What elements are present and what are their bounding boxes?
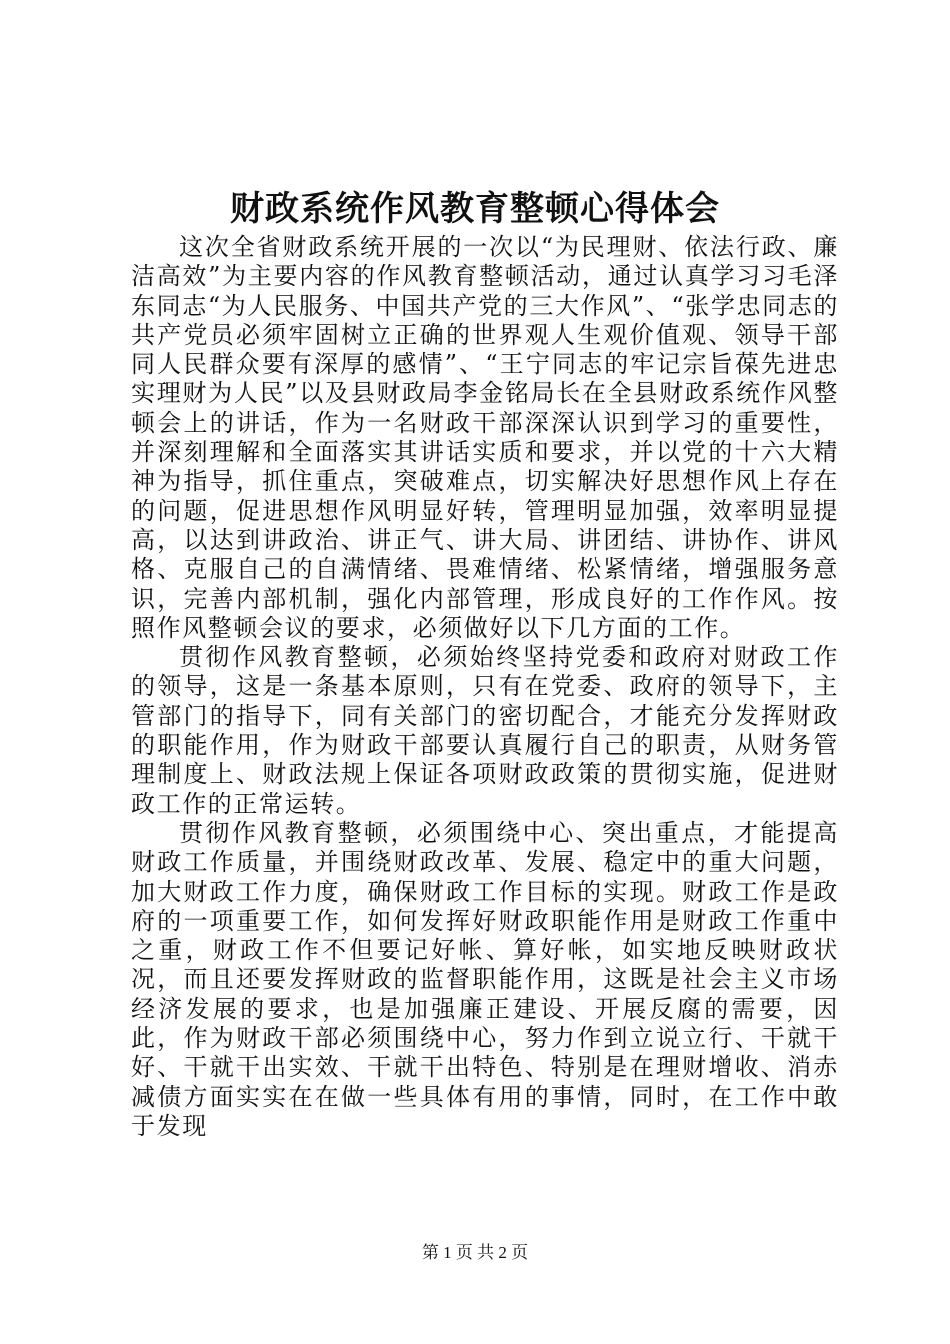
document-title: 财政系统作风教育整顿心得体会: [230, 189, 720, 229]
paragraph-3: 贯彻作风教育整顿，必须围绕中心、突出重点，才能提高财政工作质量，并围绕财政改革、发展、稳定中的重大问题，加大财政工作力度，确保财政工作目标的实现。财政工作是政府的一项重要工作，如何发挥好财政职能作用是财政工作重中之重，财政工作不但要记好帐、算好帐，如实地反映财政状况，而且还要发挥财政的监督职能作用，这既是社会主义市场经济发展的要求，也是加强廉正建设、开展反腐的需要，因此，作为财政干部必须围绕中心，努力作到立说立行、干就干好、干就干出实效、干就干出特色、特别是在理财增收、消赤减债方面实实在在做一些具体有用的事情，同时，在工作中敢于发现: [131, 818, 839, 1140]
paragraph-2: 贯彻作风教育整顿，必须始终坚持党委和政府对财政工作的领导，这是一条基本原则，只有在党委、政府的领导下，主管部门的指导下，同有关部门的密切配合，才能充分发挥财政的职能作用，作为财政干部要认真履行自己的职责，从财务管理制度上、财政法规上保证各项财政政策的贯彻实施，促进财政工作的正常运转。: [131, 643, 839, 818]
paragraph-1: 这次全省财政系统开展的一次以“为民理财、依法行政、廉洁高效”为主要内容的作风教育整顿活动，通过认真学习习毛泽东同志“为人民服务、中国共产党的三大作风”、“张学忠同志的共产党员必须牢固树立正确的世界观人生观价值观、领导干部同人民群众要有深厚的感情”、“王宁同志的牢记宗旨葆先进忠实理财为人民”以及县财政局李金铭局长在全县财政系统作风整顿会上的讲话，作为一名财政干部深深认识到学习的重要性，并深刻理解和全面落实其讲话实质和要求，并以党的十六大精神为指导，抓住重点，突破难点，切实解决好思想作风上存在的问题，促进思想作风明显好转，管理明显加强，效率明显提高，以达到讲政治、讲正气、讲大局、讲团结、讲协作、讲风格、克服自己的自满情绪、畏难情绪、松紧情绪，增强服务意识，完善内部机制，强化内部管理，形成良好的工作作风。按照作风整顿会议的要求，必须做好以下几方面的工作。: [131, 233, 839, 642]
document-body: [131, 233, 839, 1141]
page-footer: 第 1 页 共 2 页: [421, 1243, 529, 1262]
